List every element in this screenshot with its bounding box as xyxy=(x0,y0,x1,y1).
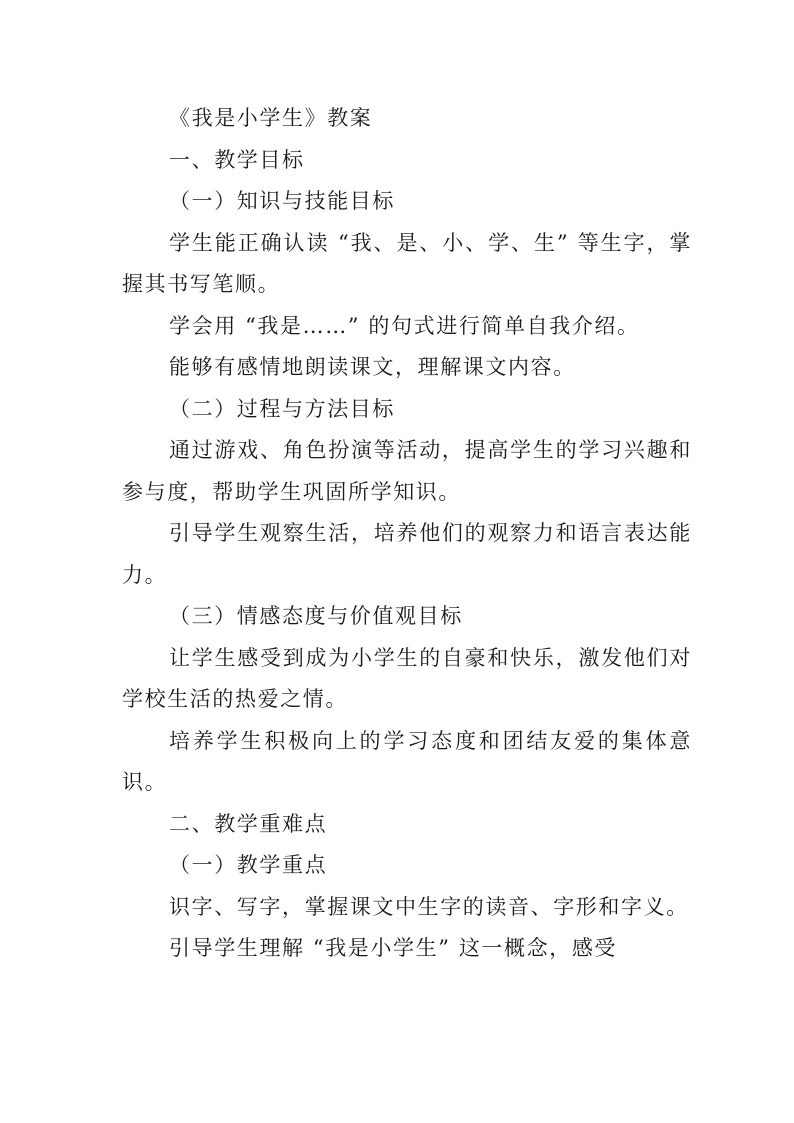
section-heading-teaching-goals: 一、教学目标 xyxy=(169,147,305,172)
section-heading-key-difficulties: 二、教学重难点 xyxy=(169,811,328,836)
paragraph: 学生能正确认读 “我、是、小、学、生” 等生字，掌握其书写笔顺。 xyxy=(122,230,692,296)
paragraph: 引导学生观察生活，培养他们的观察力和语言表达能力。 xyxy=(122,521,692,587)
paragraph: 培养学生积极向上的学习态度和团结友爱的集体意识。 xyxy=(122,728,692,794)
paragraph: 引导学生理解 “我是小学生” 这一概念，感受 xyxy=(169,936,618,960)
document-title: 《我是小学生》教案 xyxy=(169,106,373,130)
subheading-process-methods: （二）过程与方法目标 xyxy=(169,396,395,421)
paragraph: 让学生感受到成为小学生的自豪和快乐，激发他们对学校生活的热爱之情。 xyxy=(122,645,692,711)
subheading-knowledge-skills: （一）知识与技能目标 xyxy=(169,189,395,213)
document-body xyxy=(122,98,692,970)
paragraph: 学会用 “我是……” 的句式进行简单自我介绍。 xyxy=(169,313,640,338)
paragraph: 通过游戏、角色扮演等活动，提高学生的学习兴趣和参与度，帮助学生巩固所学知识。 xyxy=(122,438,692,504)
paragraph: 识字、写字，掌握课文中生字的读音、字形和字义。 xyxy=(169,894,689,919)
paragraph: 能够有感情地朗读课文，理解课文内容。 xyxy=(169,355,576,379)
subheading-emotion-values: （三）情感态度与价值观目标 xyxy=(169,604,463,628)
subheading-teaching-focus: （一）教学重点 xyxy=(169,853,328,877)
